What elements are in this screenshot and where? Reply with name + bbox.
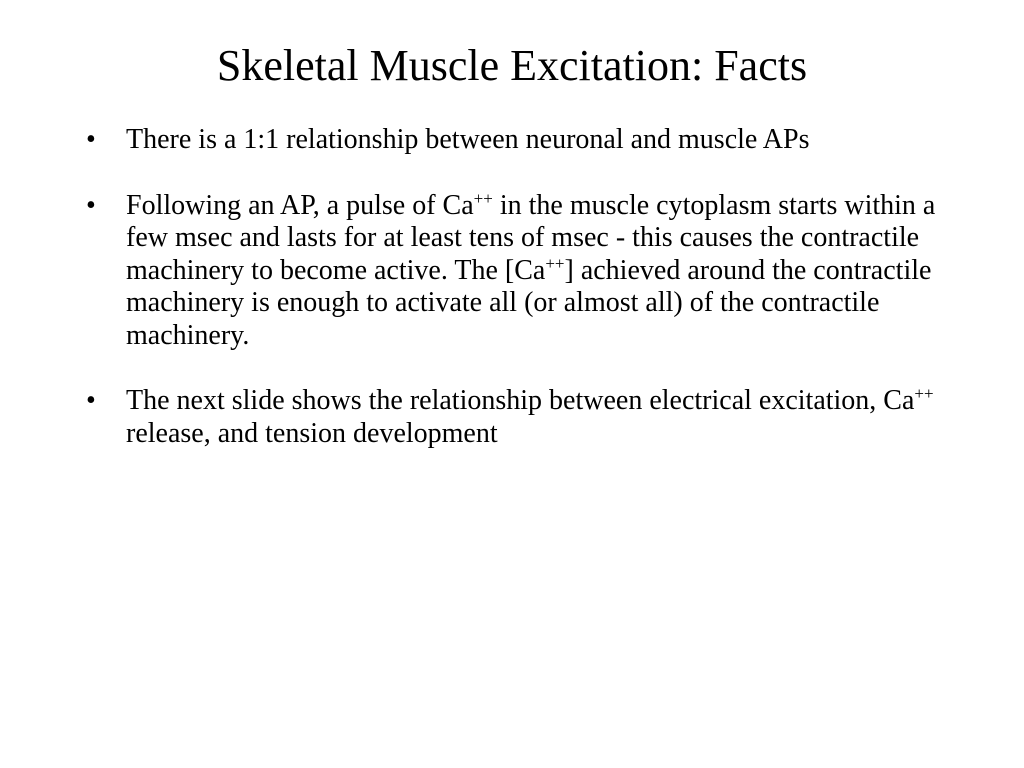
bullet-marker: •	[86, 189, 96, 221]
slide-title: Skeletal Muscle Excitation: Facts	[216, 41, 808, 90]
bullet-text	[126, 385, 950, 450]
bullet-text-part: Following an AP, a pulse of Ca	[126, 189, 474, 221]
bullet-marker: •	[86, 385, 96, 416]
bullet-list	[80, 124, 950, 483]
superscript: ++	[914, 384, 934, 403]
bullet-text-part: The next slide shows the relationship between electrical excitation, Ca	[126, 385, 915, 416]
superscript: ++	[545, 253, 565, 273]
superscript: ++	[473, 188, 493, 208]
bullet-text-part: release, and tension development	[126, 417, 498, 449]
bullet-text-part: ] achieved around the contractile machinery is enough to activate all (or almost all) of the contractile machinery.	[126, 254, 932, 351]
bullet-item	[80, 124, 950, 157]
bullet-item	[80, 385, 950, 450]
bullet-text: There is a 1:1 relationship between neuronal and muscle APs	[126, 124, 810, 155]
bullet-text-part: in the muscle cytoplasm starts within a few msec and lasts for at least tens of msec - this causes the contractile machinery to become active. The [Ca	[126, 189, 936, 286]
bullet-text	[126, 190, 950, 353]
bullet-item	[80, 190, 950, 353]
bullet-marker: •	[86, 124, 96, 155]
